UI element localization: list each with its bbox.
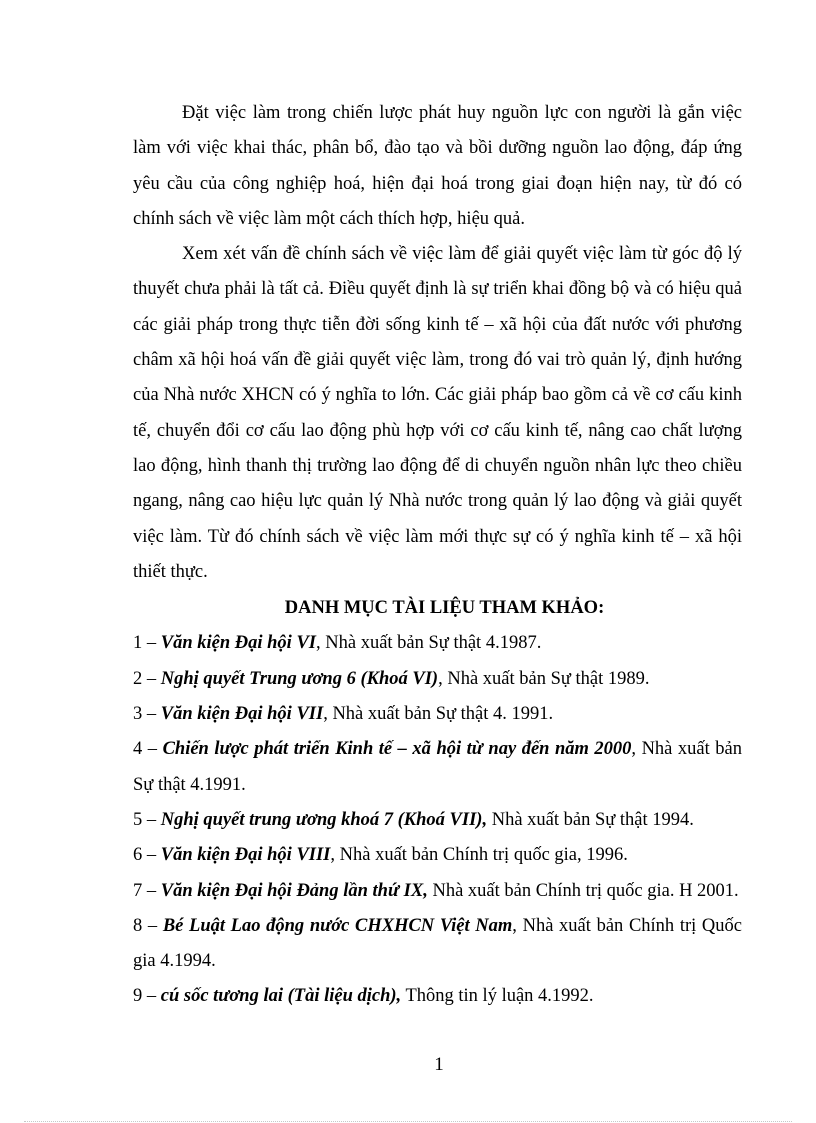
reference-title: Văn kiện Đại hội VI xyxy=(160,633,316,654)
reference-title: cú sốc tương lai (Tài liệu dịch), xyxy=(160,986,402,1007)
reference-details: , Nhà xuất bản Sự thật 1989. xyxy=(438,668,650,689)
reference-title: Chiến lược phát triển Kinh tế – xã hội từ nay đến năm 2000 xyxy=(162,739,632,760)
reference-details: , Nhà xuất bản Chính trị quốc gia, 1996. xyxy=(330,845,628,866)
reference-title: Nghị quyết trung ương khoá 7 (Khoá VII), xyxy=(160,809,488,830)
reference-title: Văn kiện Đại hội VIII xyxy=(160,845,331,866)
reference-details: , Nhà xuất bản Sự thật 4.1987. xyxy=(316,633,542,654)
body-paragraph: Đặt việc làm trong chiến lược phát huy nguồn lực con người là gắn việc làm với việc khai thác, phân bổ, đào tạo và bồi dưỡng nguồn lao động, đáp ứng yêu cầu của công nghiệp hoá, hiện đại hoá trong giai đoạn hiện nay, từ đó có chính sách về việc làm một cách thích hợp, hiệu quả. xyxy=(133,103,742,229)
reference-number: 5 – xyxy=(133,809,161,830)
reference-number: 8 – xyxy=(133,915,163,936)
reference-item xyxy=(133,732,742,803)
reference-item xyxy=(133,909,742,980)
page-content xyxy=(133,96,742,1015)
reference-item xyxy=(133,803,742,838)
reference-title: Nghị quyết Trung ương 6 (Khoá VI) xyxy=(160,668,439,689)
reference-item xyxy=(133,874,742,909)
page-number: 1 xyxy=(434,1054,444,1075)
reference-details: Thông tin lý luận 4.1992. xyxy=(401,986,594,1007)
reference-number: 9 – xyxy=(133,986,161,1007)
body-paragraph: Xem xét vấn đề chính sách về việc làm để giải quyết việc làm từ góc độ lý thuyết chưa phải là tất cả. Điều quyết định là sự triển khai đồng bộ và có hiệu quả các giải pháp trong thực tiễn đời sống kinh tế – xã hội của đất nước với phương châm xã hội hoá vấn đề giải quyết việc làm, trong đó vai trò quản lý, định hướng của Nhà nước XHCN có ý nghĩa to lớn. Các giải pháp bao gồm cả về cơ cấu kinh tế, chuyển đổi cơ cấu lao động phù hợp với cơ cấu kinh tế, nâng cao chất lượng lao động, hình thanh thị trường lao động để di chuyển nguồn nhân lực theo chiều ngang, nâng cao hiệu lực quản lý Nhà nước trong quản lý lao động và giải quyết việc làm. Từ đó chính sách về việc làm mới thực sự có ý nghĩa kinh tế – xã hội thiết thực. xyxy=(133,244,742,582)
reference-number: 7 – xyxy=(133,880,161,901)
reference-number: 6 – xyxy=(133,845,161,866)
reference-details: , Nhà xuất bản Sự thật 4.1991. xyxy=(133,739,743,795)
reference-item xyxy=(133,979,742,1014)
reference-item xyxy=(133,662,742,697)
reference-item xyxy=(133,697,742,732)
reference-details: , Nhà xuất bản Chính trị Quốc gia 4.1994. xyxy=(133,915,743,972)
page-bottom-divider xyxy=(24,1121,792,1122)
reference-title: Văn kiện Đại hội VII xyxy=(160,704,324,725)
reference-details: , Nhà xuất bản Sự thật 4. 1991. xyxy=(323,704,554,725)
reference-number: 3 – xyxy=(133,704,161,725)
reference-details: Nhà xuất bản Chính trị quốc gia. H 2001. xyxy=(427,880,739,901)
reference-number: 4 – xyxy=(133,739,163,760)
reference-title: Bé Luật Lao động nước CHXHCN Việt Nam xyxy=(162,915,513,936)
references-heading: DANH MỤC TÀI LIỆU THAM KHẢO: xyxy=(284,598,605,619)
reference-number: 1 – xyxy=(133,633,161,654)
reference-item xyxy=(133,838,742,873)
reference-title: Văn kiện Đại hội Đảng lần thứ IX, xyxy=(160,880,428,901)
reference-number: 2 – xyxy=(133,668,161,689)
reference-details: Nhà xuất bản Sự thật 1994. xyxy=(487,809,694,830)
reference-item xyxy=(133,626,742,661)
